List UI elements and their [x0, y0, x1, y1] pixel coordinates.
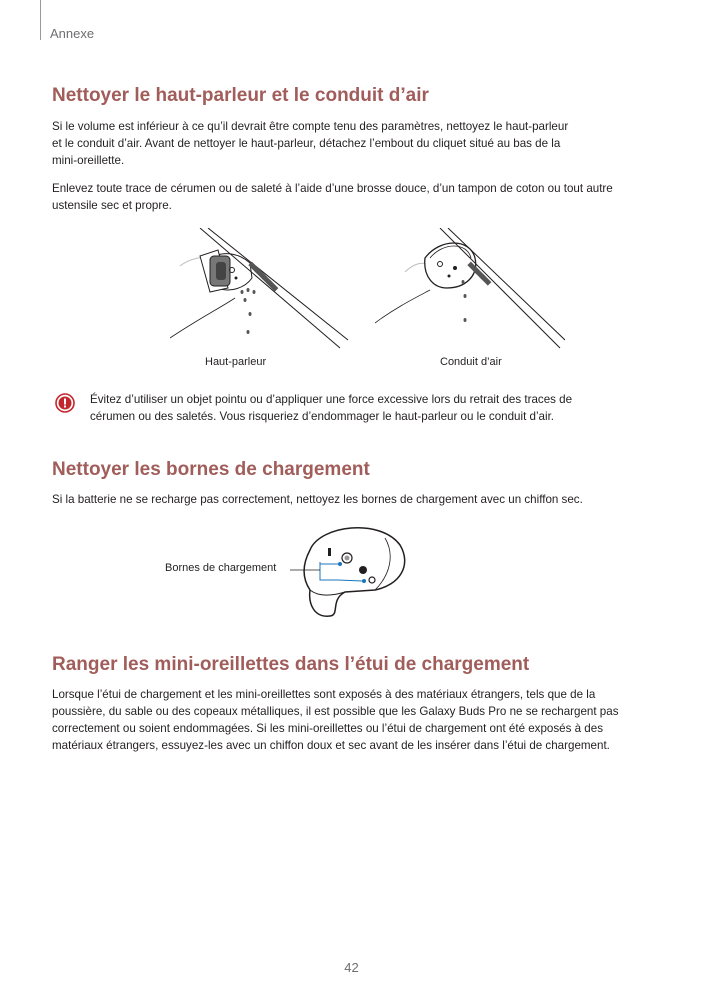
speaker-cleaning-illustration	[170, 228, 350, 353]
paragraph-storage	[52, 686, 662, 754]
paragraph-charging-contacts: Si la batterie ne se recharge pas correctement, nettoyez les bornes de chargement avec un chiffon sec.	[52, 493, 583, 506]
text-line: mini-oreillette.	[52, 154, 125, 167]
earbud-contacts-illustration	[290, 520, 410, 620]
text-line: Enlevez toute trace de cérumen ou de saleté à l’aide d’une brosse douce, d’un tampon de coton ou tout autre	[52, 182, 613, 195]
text-line: Lorsque l’étui de chargement et les mini-oreillettes sont exposés à des matériaux étrangers, tels que de la	[52, 688, 596, 701]
section-title-speaker: Nettoyer le haut-parleur et le conduit d’air	[52, 85, 429, 106]
header-rule	[40, 0, 41, 40]
section-title-storage: Ranger les mini-oreillettes dans l’étui de chargement	[52, 654, 530, 675]
text-line: poussière, du sable ou des copeaux métalliques, il est possible que les Galaxy Buds Pro ne se rechargent pas	[52, 705, 619, 718]
caption-speaker: Haut-parleur	[205, 356, 267, 368]
warning-text	[90, 391, 650, 425]
callout-charging-contacts: Bornes de chargement	[165, 562, 277, 574]
paragraph-speaker-intro	[52, 118, 662, 169]
page-number: 42	[344, 960, 359, 975]
paragraph-speaker-cleaning	[52, 180, 662, 214]
text-line: ustensile sec et propre.	[52, 199, 172, 212]
air-vent-cleaning-illustration	[375, 228, 565, 353]
text-line: correctement ou soient endommagées. Si les mini-oreillettes ou l’étui de chargement ont été exposés à des	[52, 722, 604, 735]
warning-icon	[55, 393, 75, 413]
text-line: Évitez d’utiliser un objet pointu ou d’appliquer une force excessive lors du retrait des traces de	[90, 393, 573, 406]
section-title-charging-contacts: Nettoyer les bornes de chargement	[52, 459, 370, 480]
text-line: et le conduit d’air. Avant de nettoyer le haut-parleur, détachez l’embout du cliquet situé au bas de la	[52, 137, 561, 150]
caption-air-vent: Conduit d’air	[440, 356, 502, 368]
running-header: Annexe	[50, 26, 95, 41]
text-line: Si le volume est inférieur à ce qu’il devrait être compte tenu des paramètres, nettoyez le haut-parleur	[52, 120, 569, 133]
text-line: cérumen ou des saletés. Vous risqueriez d’endommager le haut-parleur ou le conduit d’air.	[90, 410, 555, 423]
text-line: matériaux étrangers, essuyez-les avec un chiffon doux et sec avant de les insérer dans l’étui de chargement.	[52, 739, 610, 752]
